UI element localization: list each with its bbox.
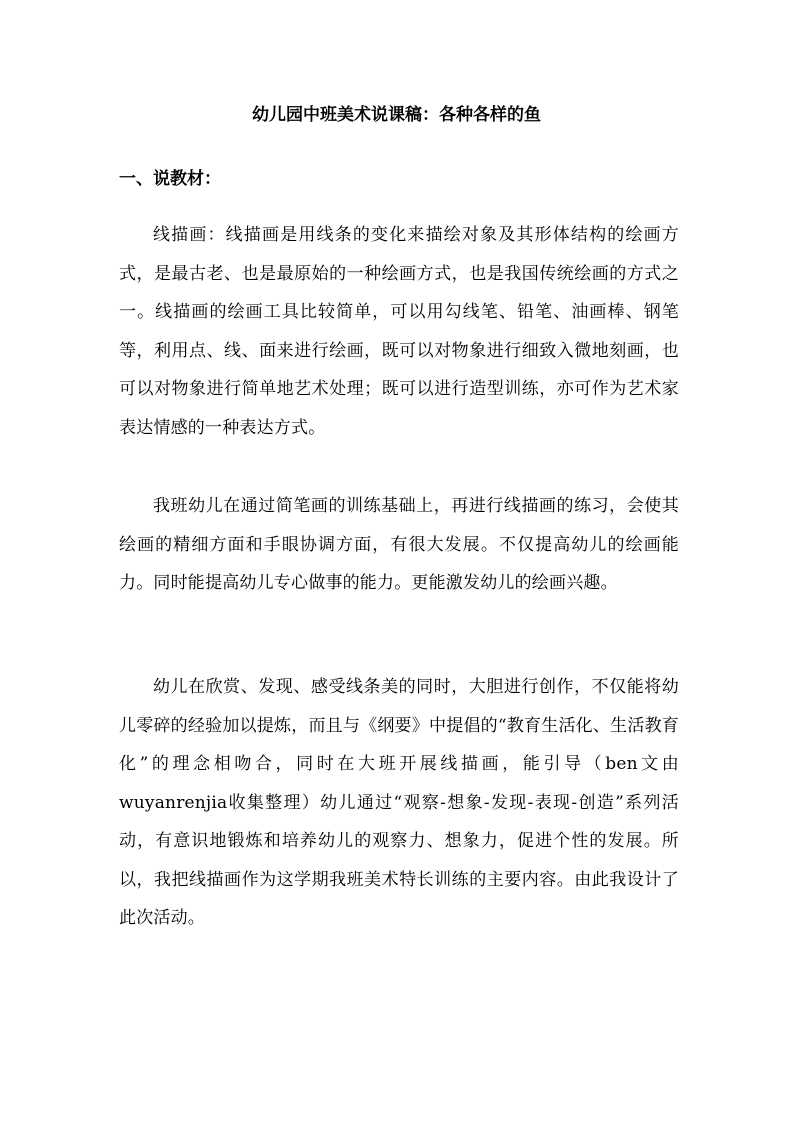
- section-heading: 一、说教材：: [119, 169, 221, 189]
- paragraph-3: 幼儿在欣赏、发现、感受线条美的同时，大胆进行创作，不仅能将幼儿零碎的经验加以提炼，而且与《纲要》中提倡的“教育生活化、生活教育化”的理念相吻合，同时在大班开展线描画，能引导（ben文由wuyanrenjia收集整理）幼儿通过“观察-想象-发现-表现-创造”系列活动，有意识地锻炼和培养幼儿的观察力、想象力，促进个性的发展。所以，我把线描画作为这学期我班美术特长训练的主要内容。由此我设计了此次活动。: [119, 677, 679, 928]
- paragraph-2: 我班幼儿在通过简笔画的训练基础上，再进行线描画的练习，会使其绘画的精细方面和手眼协调方面，有很大发展。不仅提高幼儿的绘画能力。同时能提高幼儿专心做事的能力。更能激发幼儿的绘画兴趣。: [119, 496, 679, 593]
- page-title: 幼儿园中班美术说课稿：各种各样的鱼: [252, 105, 541, 125]
- paragraph-1: 线描画：线描画是用线条的变化来描绘对象及其形体结构的绘画方式，是最古老、也是最原始的一种绘画方式，也是我国传统绘画的方式之一。线描画的绘画工具比较简单，可以用勾线笔、铅笔、油画棒、钢笔等，利用点、线、面来进行绘画，既可以对物象进行细致入微地刻画，也可以对物象进行简单地艺术处理；既可以进行造型训练，亦可作为艺术家表达情感的一种表达方式。: [119, 225, 679, 438]
